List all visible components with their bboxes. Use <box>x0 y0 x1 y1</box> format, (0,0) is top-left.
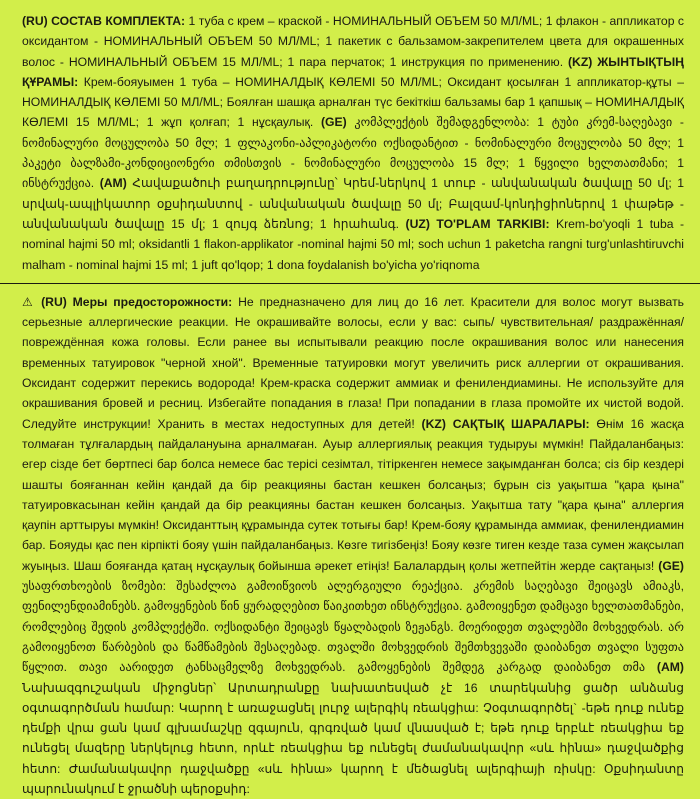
ge-composition-text: კომპლექტის შემადგენლობა: 1 ტუბი კრემ-საღებავი - ნომინალური მოცულობა 50 მლ; 1 ფლაკონი-აპლიკატორი ოქსიდანტით - ნომინალური მოცულობა 50 მლ; 1 პაკეტი ბალზამი-კონდიციონერი თმისთვის - ნომინალური მოცულობა 15 მლ; 1 წყვილი ხელთათმანი; 1 ინსტრუქცია. <box>22 115 684 191</box>
section-divider <box>0 283 700 284</box>
precautions-text <box>22 292 684 799</box>
ru-composition-label: (RU) СОСТАВ КОМПЛЕКТА: <box>22 14 186 28</box>
kz-composition-text: Крем-бояуымен 1 туба – НОМИНАЛДЫҚ КӨЛЕМІ 50 МЛ/ML; Оксидант қосылған 1 аппликатор-құты – НОМИНАЛДЫҚ КӨЛЕМІ 50 МЛ/ML; Боялған шашқа арналған түс бекіткіш бальзамы бар 1 қапшық – НОМИНАЛДЫҚ КӨЛЕМІ 15 МЛ/ML; 1 жұп қолғап; 1 нұсқаулық. <box>22 74 684 130</box>
ge-composition-label: (GE) <box>320 115 347 130</box>
kz-precautions-text: Өнім 16 жасқа толмаған тұлғалардың пайдалануына арналмаған. Ауыр аллергиялық реакция тудыруы мүмкін! Пайдаланбаңыз: егер сізде бет бөртпесі бар болса немесе бас терісі сезімтал, тітіркенген немесе зақымданған болса; сіз бір кездері шашты бояғаннан кейін қандай да бір реакцияны бастан кешкен болсаңыз; бұрын сіз уақытша "қара қына" татуировкасынан кейін қандай да бір реакцияны бастан кешкен болсаңыз. Уақытша тату "қара қына" аллергия қаупін арттыруы мүмкін! Оксиданттың құрамында сутек тотығы бар! Крем-бояу құрамында аммиак, фенилендиамин бар. Бояуды қас пен кірпікті бояу үшін пайдаланбаңыз. Көзге тигізбеңіз! Бояу көзге тиген кезде таза сумен жақсылап жуыңыз. Шаш бояғанда қатаң нұсқаулық бойынша әрекет етіңіз! Балалардың қолы жетпейтін жерде сақтаңыз! <box>22 416 685 573</box>
kit-composition-section <box>22 11 684 275</box>
warning-triangle-icon: ⚠ <box>22 294 36 309</box>
uz-composition-text: Krem-bo'yoqli 1 tuba - nominal hajmi 50 ml; oksidantli 1 flakon-applikator -nominal hajmi 50 ml; soch uchun 1 paketcha rangni turg'unlashtiruvchi malham - nominal hajmi 15 ml; 1 juft qo'lqop; 1 dona foydalanish bo'yicha yo'riqnoma <box>22 216 685 272</box>
kit-composition-text <box>22 11 684 275</box>
am-precautions-label: (AM) <box>656 660 684 675</box>
precautions-section <box>22 292 684 799</box>
ru-precautions-text: Не предназначено для лиц до 16 лет. Красители для волос могут вызвать серьезные аллергические реакции. Не окрашивайте волосы, если у вас: сыпь/ чувствительная/ раздражённая/повреждённая кожа головы. Если ранее вы испытывали реакцию после окрашивания волос или нанесения временных татуировок "черной хной". Временные татуировки могут увеличить риск аллергии от окрашивания. Оксидант содержит перекись водорода! Крем-краска содержит аммиак и фенилендиамины. Не используйте для окрашивания бровей и ресниц. Избегайте попадания в глаза! При попадании в глаза промойте их чистой водой. Следуйте инструкции! Хранить в местах недоступных для детей! <box>22 294 684 431</box>
am-composition-text: Հավաքածուի բաղադրությունը՝ Կրեմ-ներկով 1 տուբ - անվանական ծավալը 50 մլ; 1 սրվակ-ապլիկատոր օքսիդանտով - անվանական ծավալը 50 մլ; Բալզամ-կոնդիցիոներով 1 փաթեթ - անվանական ծավալը 15 մլ; 1 զույգ ձեռնոց; 1 հրահանգ. <box>22 176 684 231</box>
am-composition-label: (AM) <box>99 176 127 191</box>
am-precautions-text: Նախազգուշական միջոցներ՝ Արտադրանքը նախատեսված չէ 16 տարեկանից ցածր անձանց օգտագործման համար: Կարող է առաջացնել լուրջ ալերգիկ ռեակցիա: Չօգտագործել` -եթե դուք ունեք դեմքի վրա ցան կամ գլխամաշկը զգայուն, գրգռված կամ վնասված է; եթե դուք երբևէ ռեակցիա եք ունեցել մազերը ներկելուց հետո, որևէ ռեակցիա եք ունեցել ժամանակավոր «սև հինա» դաջվածքից հետո: Ժամանակավոր դաջվածքը «սև հինա» կարող է մեծացնել ալերգիայի ռիսկը: Օքսիդանտը պարունակում է ջրածնի պերօքսիդ: <box>22 680 684 796</box>
ru-precautions-label: (RU) Меры предосторожности: <box>41 294 233 309</box>
uz-composition-label: (UZ) TO'PLAM TARKIBI: <box>405 216 550 231</box>
ge-precautions-label: (GE) <box>658 558 684 573</box>
ru-composition-text: 1 туба с крем – краской - НОМИНАЛЬНЫЙ ОБЪЕМ 50 МЛ/ML; 1 флакон - аппликатор с оксидантом - НОМИНАЛЬНЫЙ ОБЪЕМ 50 МЛ/ML; 1 пакетик с бальзамом-закрепителем цвета для окрашенных волос - НОМИНАЛЬНЫЙ ОБЪЕМ 15 МЛ/ML; 1 пара перчаток; 1 инструкция по применению. <box>22 14 684 69</box>
kz-composition-label: (KZ) ЖЫНТЫҚТЫҢ ҚҰРАМЫ: <box>22 54 684 89</box>
kz-precautions-label: (KZ) САҚТЫҚ ШАРАЛАРЫ: <box>421 416 590 431</box>
ge-precautions-text: უსაფრთხოების ზომები: შესაძლოა გამოიწვიოს ალერგიული რეაქცია. კრემის საღებავი შეიცავს ამიაკს, ფენილენდიამინებს. გამოყენების წინ ყურადღებით წაიკითხეთ ინსტრუქცია. გამოიყენეთ დამცავი ხელთათმანები, რომლებიც შედის კომპლექტში. ოქსიდანტი შეიცავს წყალბადის ზეჟანგს. მოერიდეთ თვალებში მოხვედრას. არ გამოიყენოთ წარბების და წამწამების შესაღებად. თვალში მოხვედრის შემთხვევაში დაიბანეთ თვალი სუფთა წყლით. თავი აარიდეთ ტანსაცმელზე მოხვედრას. გამოყენების შემდეგ კარგად დაიბანეთ თმა <box>22 579 684 675</box>
